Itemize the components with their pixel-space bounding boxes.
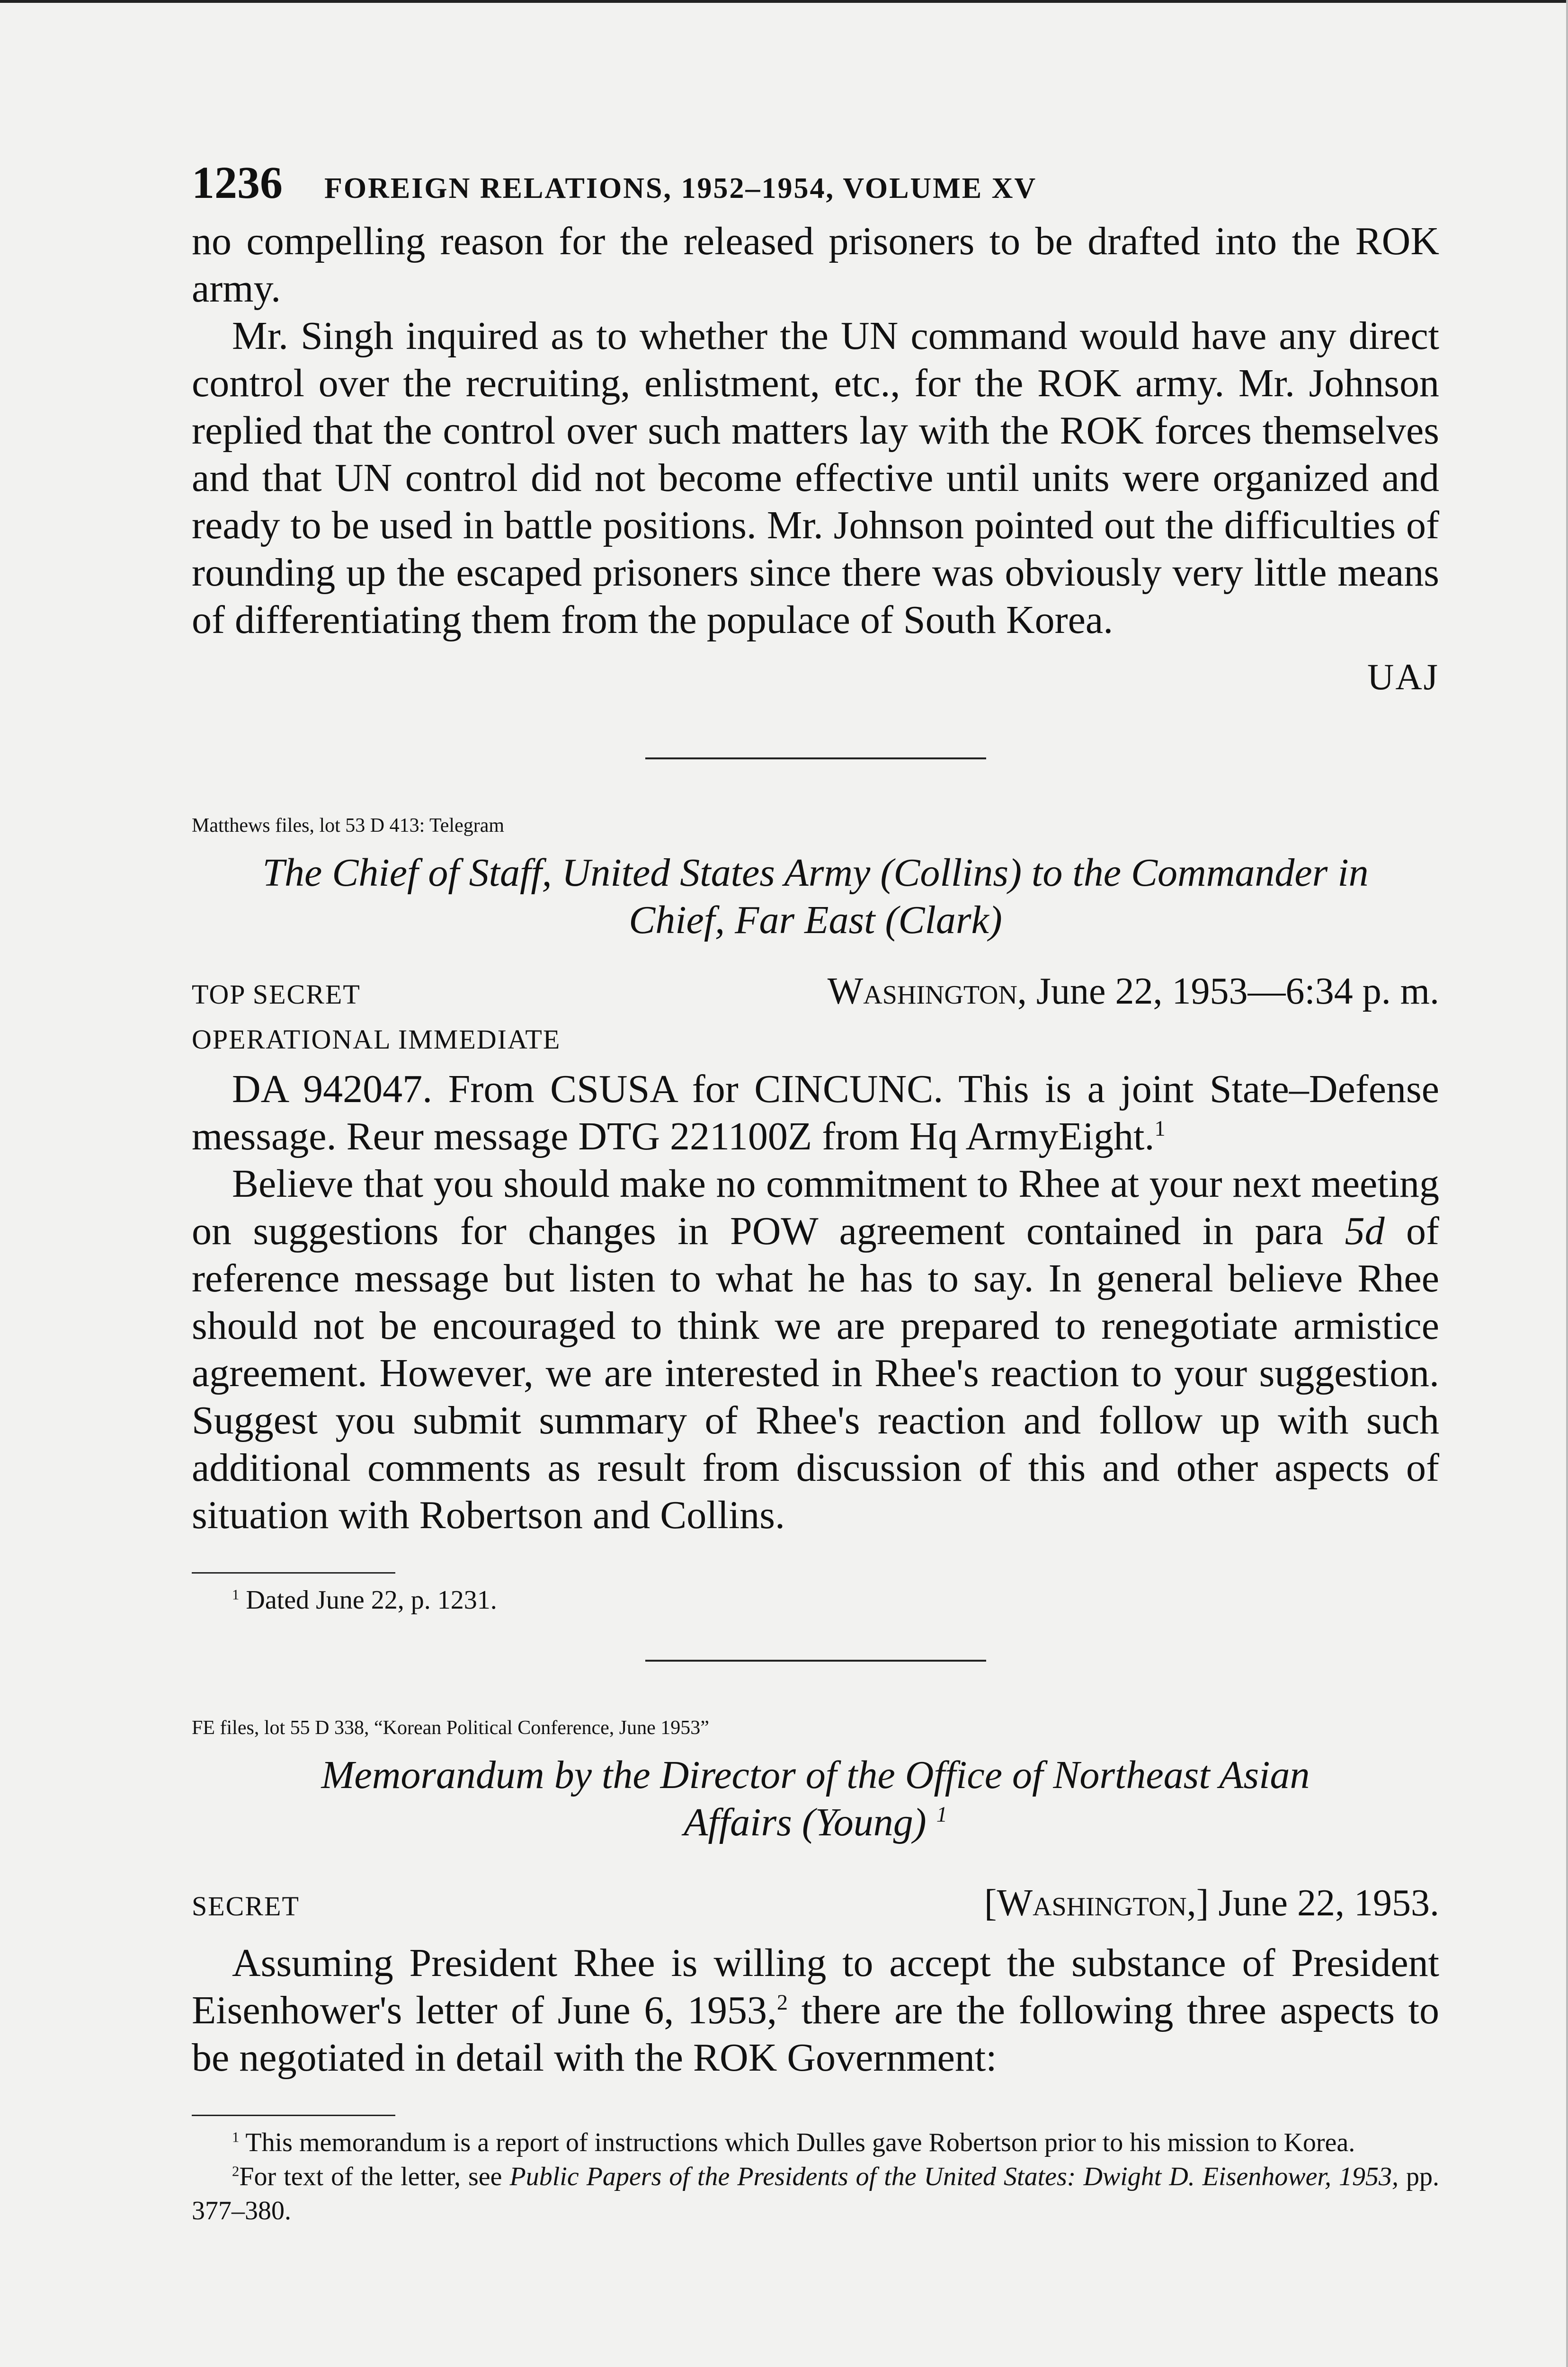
footnote-text: pp. 377–380. — [192, 2162, 1440, 2225]
footnote-text: For text of the letter, see — [239, 2162, 510, 2191]
page-right-edge — [1566, 0, 1568, 2367]
telegram-paragraph — [192, 1160, 1439, 1539]
dateline-place: Washington — [827, 970, 1017, 1012]
document-title-line — [192, 1799, 1439, 1846]
memorandum-text: Assuming President Rhee is willing to accept the substance of President Eisenhower's letter of June 6, 1953, — [192, 1941, 1439, 2032]
document-title-line: Memorandum by the Director of the Office of Northeast Asian — [321, 1753, 1310, 1797]
page-number: 1236 — [192, 157, 283, 208]
telegram-text: Believe that you should make no commitment to Rhee at your next meeting on suggestions for changes in POW agreement contained in para — [192, 1162, 1439, 1253]
document-title-text: Affairs (Young) — [684, 1800, 927, 1844]
dateline-date: ,] June 22, 1953. — [1186, 1882, 1439, 1924]
document-source-note: FE files, lot 55 D 338, “Korean Political Conference, June 1953” — [192, 1717, 709, 1739]
paragraph-continuation: no compelling reason for the released prisoners to be drafted into the ROK army. — [192, 219, 1439, 311]
footnote-text: This memorandum is a report of instructions which Dulles gave Robertson prior to his mission to Korea. — [239, 2128, 1355, 2157]
telegram-text: of reference message but listen to what he has to say. In general believe Rhee should not be encouraged to think we are prepared to renegotiate armistice agreement. However, we are interested in Rhee's reaction to your suggestion. Suggest you submit summary of Rhee's reaction and follow up with such additional comments as result from discussion of this and other aspects of situation with Robertson and Collins. — [192, 1209, 1439, 1537]
paragraph-singh-johnson: Mr. Singh inquired as to whether the UN command would have any direct control over the recruiting, enlistment, etc., for the ROK army. Mr. Johnson replied that the control over such matters lay with the ROK forces themselves and that UN control did not become effective until units were organized and ready to be used in battle positions. Mr. Johnson pointed out the difficulties of rounding up the escaped prisoners since there was obviously very little means of differentiating them from the populace of South Korea. — [192, 314, 1439, 642]
dateline-place: Washington — [997, 1882, 1187, 1924]
telegram-text-italic: 5d — [1345, 1209, 1385, 1253]
footnote-text: Dated June 22, p. 1231. — [239, 1585, 497, 1615]
dateline-bracket: [ — [984, 1882, 997, 1924]
memorandum-paragraph — [192, 1940, 1439, 2082]
document-title — [192, 1752, 1439, 1846]
dateline-date: , June 22, 1953—6:34 p. m. — [1017, 970, 1439, 1012]
footnote-mark: 1 — [232, 2129, 240, 2145]
page-content — [192, 156, 1439, 2228]
classification-label: SECRET — [192, 1891, 300, 1922]
footnote-mark: 2 — [232, 2163, 240, 2180]
footnote-mark: 1 — [232, 1586, 240, 1603]
document-title — [192, 849, 1439, 944]
page-header — [192, 156, 1439, 218]
document-title-line: The Chief of Staff, United States Army (Collins) to the Commander in — [262, 851, 1369, 895]
footnote-reference: 1 — [1154, 1116, 1166, 1140]
footnote-text-italic: Public Papers of the Presidents of the United States: Dwight D. Eisenhower, 1953, — [509, 2162, 1399, 2191]
footnote — [192, 2160, 1439, 2228]
telegram-paragraph — [192, 1066, 1439, 1160]
footnote-reference: 2 — [777, 1990, 788, 2014]
classification-dateline-row — [192, 1879, 1439, 1930]
telegram-text: DA 942047. From CSUSA for CINCUNC. This is a joint State–Defense message. Reur message DTG 221100Z from Hq ArmyEight. — [192, 1067, 1439, 1158]
classification-label: TOP SECRET — [192, 979, 361, 1010]
document-title-line: Chief, Far East (Clark) — [629, 898, 1002, 942]
dateline — [828, 968, 1439, 1015]
footnote — [192, 2126, 1439, 2160]
signature-initials: UAJ — [1367, 656, 1439, 697]
dateline — [984, 1879, 1439, 1927]
classification-dateline-row — [192, 968, 1439, 1018]
footnote-reference: 1 — [936, 1802, 947, 1826]
running-head: FOREIGN RELATIONS, 1952–1954, VOLUME XV — [324, 172, 1037, 205]
page-top-edge — [0, 0, 1568, 3]
footnote — [192, 1583, 1439, 1617]
memorandum-text: there are the following three aspects to be negotiated in detail with the ROK Government: — [192, 1988, 1439, 2080]
precedence-label: OPERATIONAL IMMEDIATE — [192, 1024, 561, 1055]
document-source-note: Matthews files, lot 53 D 413: Telegram — [192, 815, 505, 836]
